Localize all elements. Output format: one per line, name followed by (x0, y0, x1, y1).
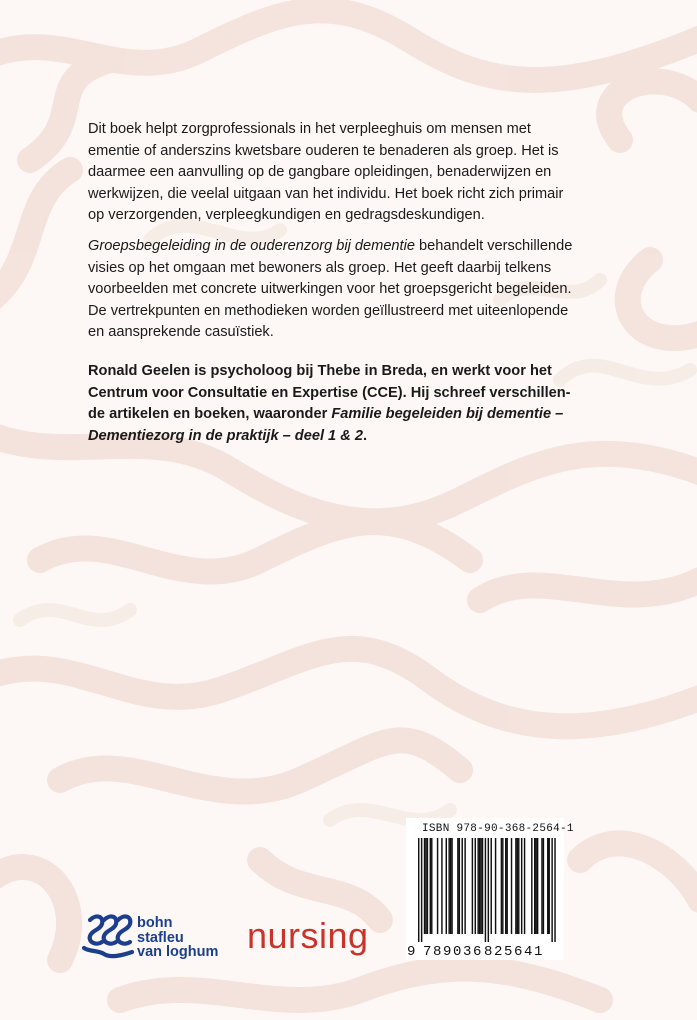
barcode-bar (531, 838, 532, 934)
barcode-bar (488, 838, 489, 942)
barcode-bar (448, 838, 449, 934)
barcode-bar (430, 838, 431, 934)
blurb-line: op verzorgenden, verpleegkundigen en gedragsdeskundigen. (88, 207, 485, 224)
barcode-bar (502, 838, 503, 934)
barcode-bar (472, 838, 473, 934)
author-bio-line (88, 426, 558, 448)
barcode-bar (518, 838, 519, 934)
publisher-name-line: van loghum (137, 944, 219, 960)
blurb-line: De vertrekpunten en methodieken worden geïllustreerd met uiteenlopende (88, 302, 569, 319)
barcode-bar (441, 838, 442, 934)
blurb-line-rest: behandelt verschillende (414, 238, 573, 254)
barcode-bar (534, 838, 535, 934)
barcode-bar (511, 838, 512, 934)
other-book-title: Familie begeleiden bij dementie – (331, 406, 564, 423)
bsl-swirl-icon (80, 912, 136, 962)
barcode-bar (477, 838, 478, 934)
barcode-bar (524, 838, 525, 934)
barcode-bar (464, 838, 465, 934)
barcode-bar (431, 838, 432, 934)
blurb-line: Dit boek helpt zorgprofessionals in het verpleeghuis om mensen met (88, 121, 531, 137)
blurb-line: en aansprekende casuïstiek. (88, 324, 274, 341)
barcode-bar (462, 838, 463, 934)
barcode-bar (446, 838, 447, 934)
ean-barcode (414, 838, 560, 942)
barcode-bar (450, 838, 451, 934)
barcode-bar (541, 838, 542, 934)
barcode-bar (482, 838, 483, 934)
other-book-title: Dementiezorg in de praktijk – deel 1 & 2 (88, 427, 363, 444)
author-bio-text: de artikelen en boeken, waaronder (88, 406, 332, 423)
blurb-line: ementie of anderszins kwetsbare ouderen te benaderen als groep. Het is (88, 142, 559, 159)
barcode-bar (549, 838, 550, 934)
author-bio-line: Ronald Geelen is psycholoog bij Thebe in Breda, en werkt voor het (88, 363, 552, 379)
blurb-line (88, 236, 573, 258)
ean-left-digits: 789036 (423, 944, 484, 960)
barcode-bar (551, 838, 552, 942)
publisher-name-line: bohn (137, 915, 173, 931)
barcode-bar (451, 838, 452, 934)
barcode-bar (437, 838, 438, 934)
publisher-name-line: stafleu (137, 929, 184, 946)
blurb-line: daarmee een aanvulling op de gangbare opleidingen, benaderwijzen en (88, 164, 552, 181)
blurb-paragraph-2 (88, 236, 573, 344)
barcode-bar (506, 838, 507, 934)
barcode-bar (547, 838, 548, 934)
author-bio-line (88, 404, 564, 426)
barcode-bar (505, 838, 506, 934)
author-bio-text: . (362, 427, 367, 444)
barcode-bar (475, 838, 476, 934)
blurb-line: voorbeelden met concrete uitwerkingen voor het groepsgericht begeleiden. (88, 281, 572, 298)
barcode-bar (418, 838, 419, 942)
barcode-bar (485, 838, 486, 942)
nursing-imprint-logo: nursing (247, 915, 369, 956)
isbn-label: ISBN 978-90-368-2564-1 (422, 823, 574, 835)
blurb-line: werkwijzen, die veelal uitgaan van het individu. Het boek richt zich primair (88, 185, 564, 202)
publisher-name (137, 916, 218, 960)
barcode-bar (459, 838, 460, 934)
barcode-bar (479, 838, 480, 934)
barcode-bar (491, 838, 492, 934)
author-bio-line: Centrum voor Consultatie en Expertise (CCE). Hij schreef verschillen- (88, 384, 571, 401)
barcode-bar (421, 838, 422, 942)
ean-first-digit: 9 (407, 944, 418, 960)
barcode-bar (517, 838, 518, 934)
barcode-bar (427, 838, 428, 934)
barcode-bar (543, 838, 544, 934)
barcode-bar (457, 838, 458, 934)
barcode-bar (480, 838, 481, 934)
barcode-bar (537, 838, 538, 934)
barcode-bar (515, 838, 516, 934)
barcode-bar (501, 838, 502, 934)
barcode-bar (535, 838, 536, 934)
author-bio (88, 361, 571, 447)
book-title-italic: Groepsbegeleiding in de ouderenzorg bij dementie (88, 238, 415, 254)
blurb-paragraph-1 (88, 119, 564, 227)
barcode-bar (425, 838, 426, 934)
barcode-bar (495, 838, 496, 934)
ean-right-digits: 825641 (484, 944, 545, 960)
barcode-bar (424, 838, 425, 934)
barcode-bar (521, 838, 522, 934)
blurb-line: visies op het omgaan met bewoners als groep. Het geeft daarbij telkens (88, 259, 552, 276)
barcode-bar (554, 838, 555, 942)
